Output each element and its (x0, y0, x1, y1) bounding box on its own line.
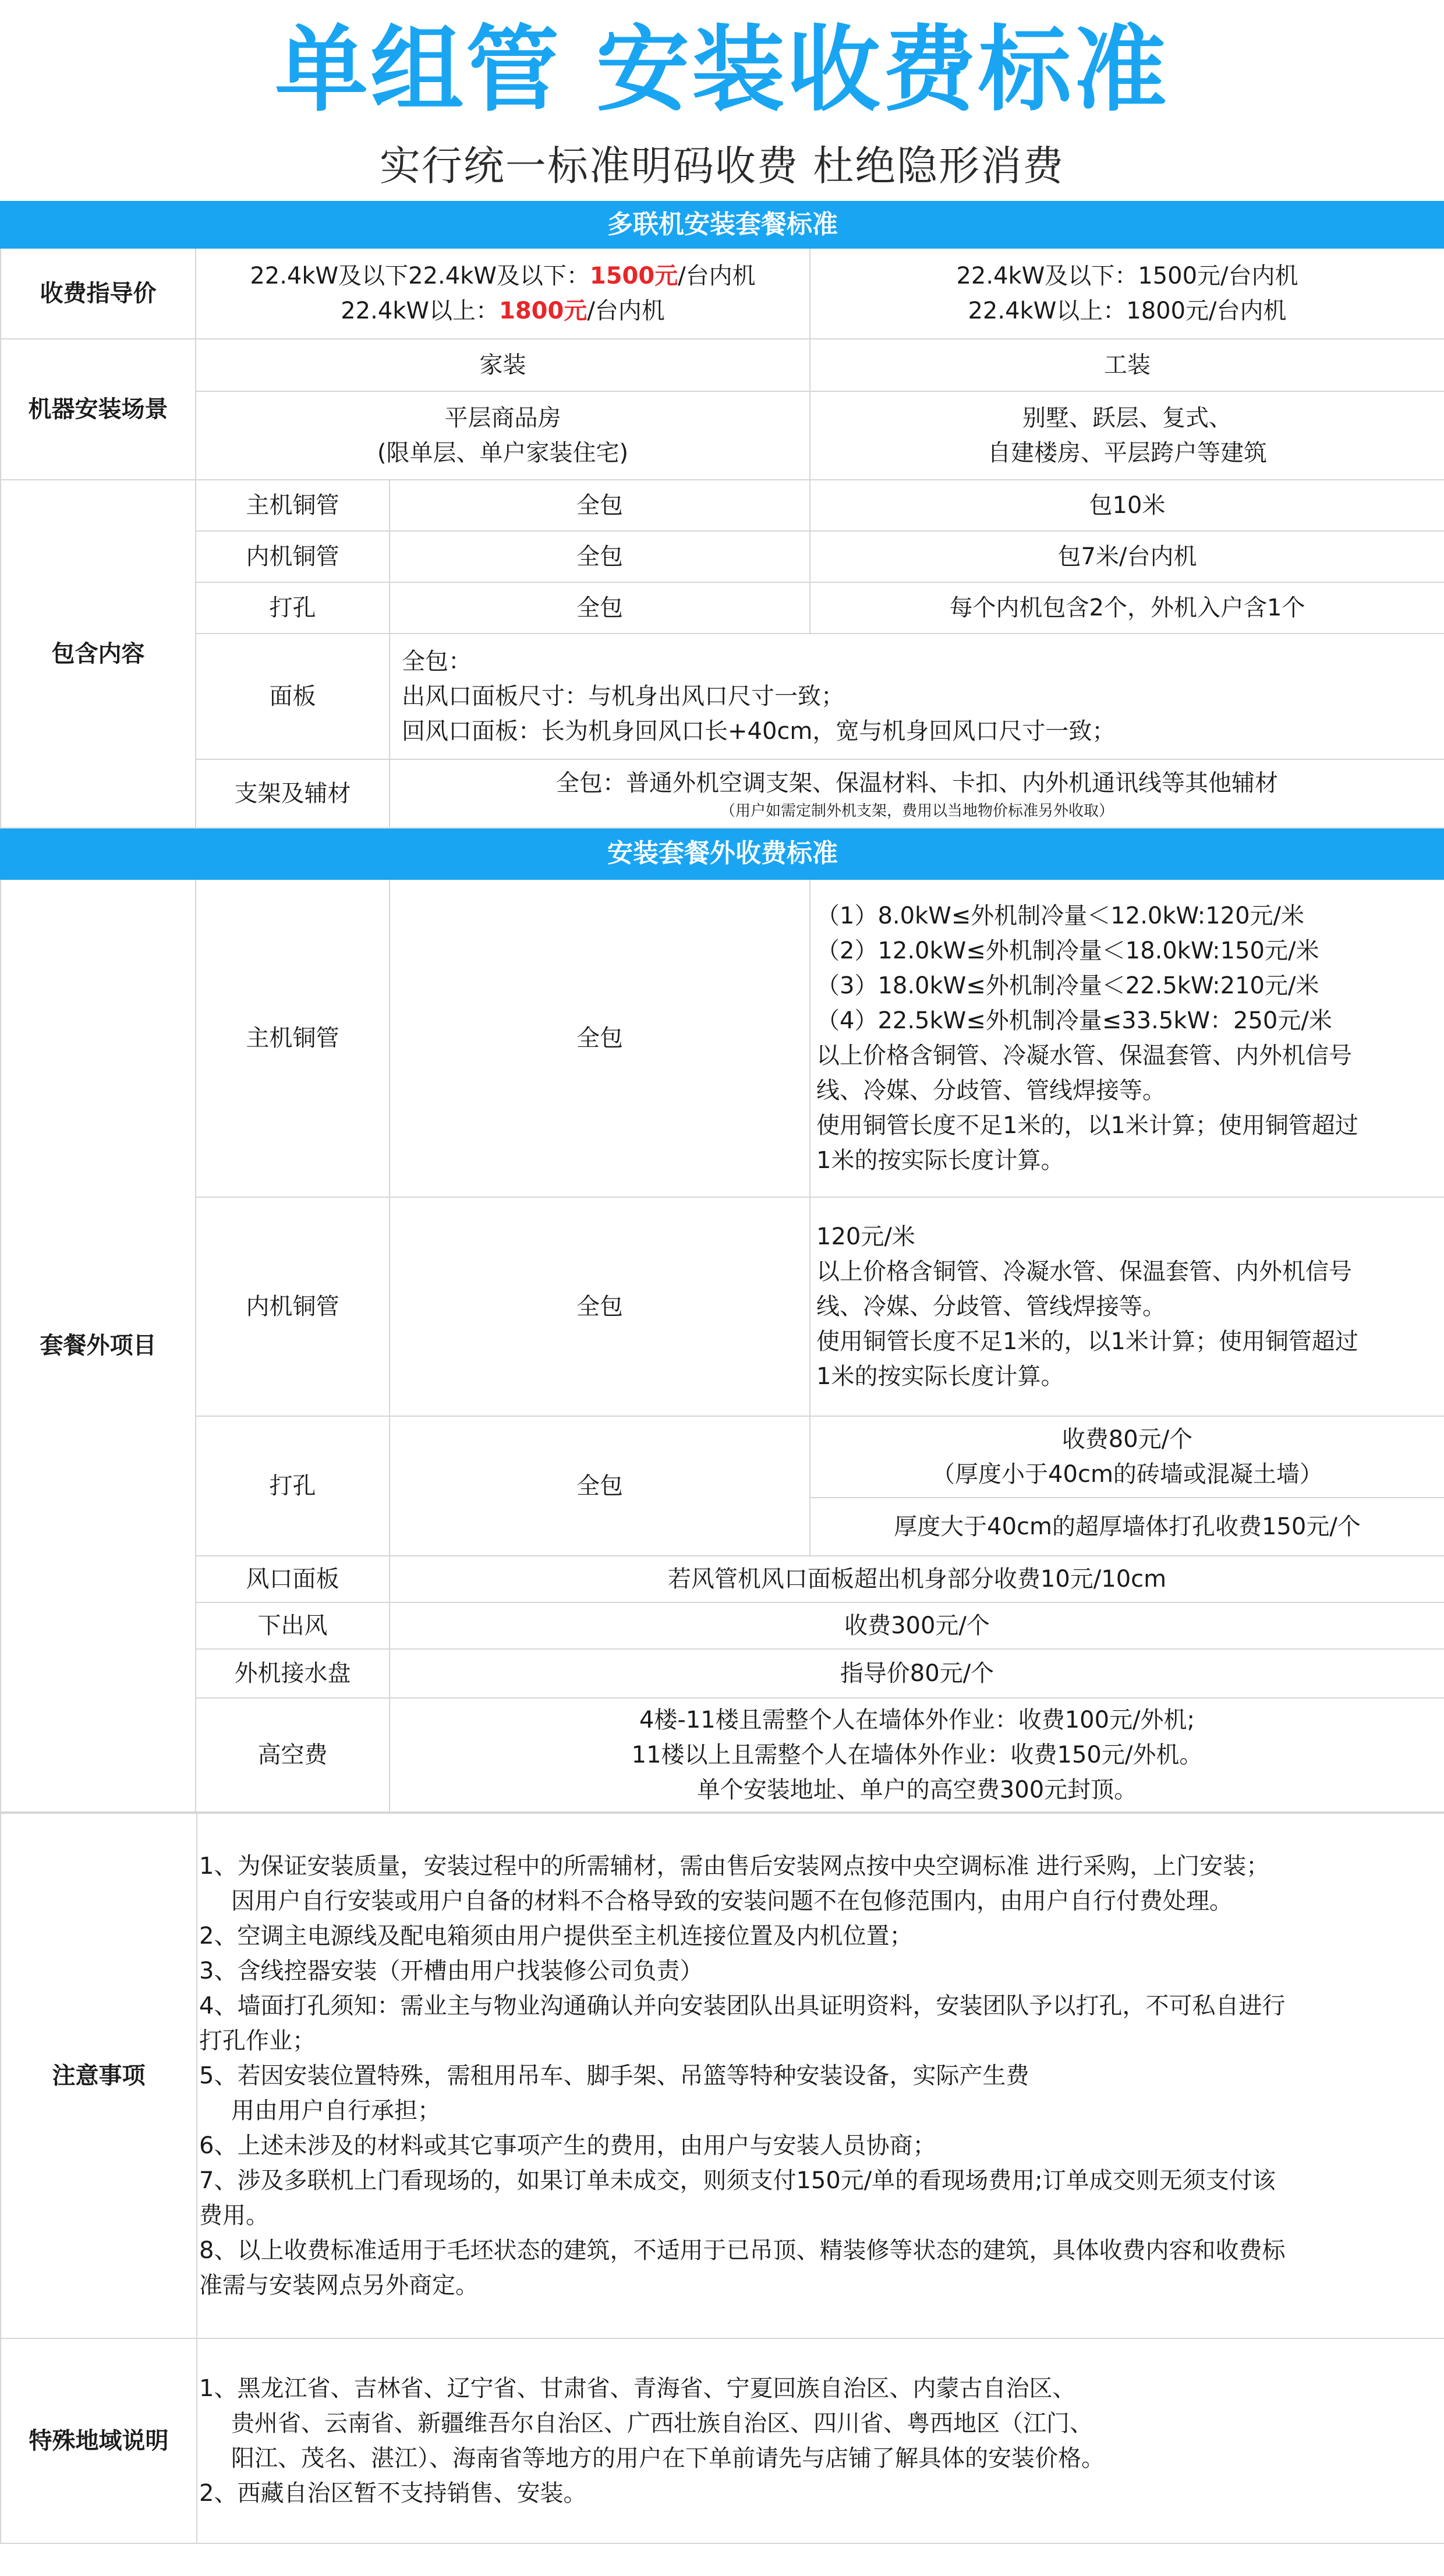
include-row (1, 480, 1444, 531)
extra-inner-pipe-line: 使用铜管长度不足1米的，以1米计算；使用铜管超过 (816, 1328, 1358, 1355)
extra-main-pipe-line: 线、冷媒、分歧管、管线焊接等。 (816, 1077, 1166, 1104)
scene-home-l2: (限单层、单户家装住宅) (377, 440, 629, 466)
section2-title: 安装套餐外收费标准 (1, 828, 1444, 879)
include-row (1, 582, 1444, 634)
notes-table (0, 1813, 1444, 2544)
extra-high-l3: 单个安装地址、单户的高空费300元封顶。 (696, 1777, 1138, 1803)
section-band (1, 828, 1444, 879)
scene-home-l1: 平层商品房 (444, 405, 561, 431)
extra-item: 打孔 (196, 1416, 390, 1556)
include-work: 每个内机包含2个，外机入户含1个 (810, 582, 1444, 634)
extra-item: 外机接水盘 (196, 1649, 390, 1698)
regions-line: 2、西藏自治区暂不支持销售、安装。 (199, 2480, 587, 2507)
price-home-l1-red: 1500元 (589, 263, 678, 289)
extra-main-pipe-line: （2）12.0kW≤外机制冷量＜18.0kW:150元/米 (816, 937, 1319, 964)
scene-work (810, 391, 1444, 480)
extra-high-l1: 4楼-11楼且需整个人在墙体外作业：收费100元/外机; (639, 1707, 1195, 1733)
scene-work-l1: 别墅、跃层、复式、 (1022, 405, 1232, 431)
price-home (196, 248, 810, 339)
page-title: 单组管 安装收费标准 (275, 15, 1169, 124)
section-band (1, 201, 1444, 248)
price-home-l2-pre: 22.4kW以上： (341, 298, 499, 324)
extra-item: 内机铜管 (196, 1197, 390, 1416)
price-home-line1 (202, 259, 804, 293)
scene-work-l2: 自建楼房、平层跨户等建筑 (988, 440, 1267, 466)
scene-body-row (1, 391, 1444, 480)
extra-drill-l3: 厚度大于40cm的超厚墙体打孔收费150元/个 (810, 1498, 1444, 1556)
price-work-l2: 22.4kW以上：1800元/台内机 (968, 298, 1287, 324)
extra-main-pipe-line: 使用铜管长度不足1米的，以1米计算；使用铜管超过 (816, 1112, 1358, 1139)
bracket-l1: 全包：普通外机空调支架、保温材料、卡扣、内外机通讯线等其他辅材 (556, 770, 1278, 797)
include-row (1, 531, 1444, 582)
scene-home-head: 家装 (196, 339, 810, 391)
panel-row (1, 634, 1444, 759)
notes-line: 5、若因安装位置特殊，需租用吊车、脚手架、吊篮等特种安装设备，实际产生费 (199, 2062, 1029, 2089)
regions-line: 阳江、茂名、湛江）、海南省等地方的用户在下单前请先与店铺了解具体的安装价格。 (231, 2445, 1105, 2472)
section1-title: 多联机安装套餐标准 (1, 201, 1444, 248)
notes-line: 1、为保证安装质量，安装过程中的所需辅材，需由售后安装网点按中央空调标准 进行采购，上门安装； (199, 1853, 1270, 1880)
extras-label: 套餐外项目 (1, 879, 196, 1812)
notes-line: 用由用户自行承担； (231, 2097, 441, 2124)
extra-main-pipe-line: 以上价格含铜管、冷凝水管、保温套管、内外机信号 (816, 1042, 1352, 1069)
extra-main-pipe-text (810, 879, 1444, 1197)
extra-vent-text: 若风管机风口面板超出机身部分收费10元/10cm (390, 1556, 1444, 1602)
panel-l2: 出风口面板尺寸：与机身出风口尺寸一致； (402, 683, 844, 710)
notes-line: 准需与安装网点另外商定。 (199, 2272, 479, 2299)
include-home: 全包 (390, 531, 810, 582)
extra-home: 全包 (390, 879, 810, 1197)
panel-item: 面板 (196, 634, 390, 759)
scene-label: 机器安装场景 (1, 339, 196, 480)
price-home-line2 (202, 293, 804, 328)
extra-drill-l2: （厚度小于40cm的砖墙或混凝土墙） (932, 1461, 1323, 1488)
regions-row (1, 2338, 1444, 2543)
scene-head-row (1, 339, 1444, 391)
extra-down-text: 收费300元/个 (390, 1602, 1444, 1649)
extra-tray-text: 指导价80元/个 (390, 1649, 1444, 1698)
price-label: 收费指导价 (1, 248, 196, 339)
include-item: 打孔 (196, 582, 390, 634)
extra-vent-row (1, 1556, 1444, 1602)
extra-main-pipe-line: （1）8.0kW≤外机制冷量＜12.0kW:120元/米 (816, 903, 1305, 929)
price-home-l1-pre: 22.4kW及以下22.4kW及以下： (250, 263, 590, 289)
extra-inner-pipe-line: 线、冷媒、分歧管、管线焊接等。 (816, 1293, 1166, 1320)
panel-l1: 全包： (402, 648, 472, 675)
extra-item: 高空费 (196, 1698, 390, 1812)
notes-line: 打孔作业； (199, 2027, 316, 2054)
regions-label: 特殊地域说明 (1, 2339, 197, 2543)
panel-text (390, 634, 1444, 759)
regions-line: 1、黑龙江省、吉林省、辽宁省、甘肃省、青海省、宁夏回族自治区、内蒙古自治区、 (199, 2375, 1076, 2402)
notes-label: 注意事项 (1, 1814, 197, 2338)
extra-drill-l1: 收费80元/个 (1061, 1426, 1193, 1453)
extra-main-pipe-line: （4）22.5kW≤外机制冷量≤33.5kW：250元/米 (816, 1007, 1332, 1034)
extra-home: 全包 (390, 1416, 810, 1556)
extra-high-l2: 11楼以上且需整个人在墙体外作业：收费150元/外机。 (631, 1742, 1203, 1768)
include-home: 全包 (390, 582, 810, 634)
extra-inner-pipe-row (1, 1197, 1444, 1416)
extra-tray-row (1, 1649, 1444, 1698)
price-home-l2-post: /台内机 (587, 298, 665, 324)
notes-line: 因用户自行安装或用户自备的材料不合格导致的安装问题不在包修范围内，由用户自行付费处理。 (231, 1888, 1233, 1915)
extra-inner-pipe-line: 以上价格含铜管、冷凝水管、保温套管、内外机信号 (816, 1258, 1352, 1285)
extra-high-text (390, 1698, 1444, 1812)
bracket-item: 支架及辅材 (196, 759, 390, 828)
panel-l3: 回风口面板：长为机身回风口长+40cm，宽与机身回风口尺寸一致； (402, 718, 1116, 745)
notes-line: 6、上述未涉及的材料或其它事项产生的费用，由用户与安装人员协商； (199, 2132, 936, 2159)
include-work: 包10米 (810, 480, 1444, 531)
scene-work-head: 工装 (810, 339, 1444, 391)
scene-home (196, 391, 810, 480)
regions-line: 贵州省、云南省、新疆维吾尔自治区、广西壮族自治区、四川省、粤西地区（江门、 (231, 2410, 1093, 2437)
regions-cell (1, 2338, 1444, 2543)
extra-main-pipe-line: （3）18.0kW≤外机制冷量＜22.5kW:210元/米 (816, 972, 1319, 999)
extra-item: 风口面板 (196, 1556, 390, 1602)
extra-home: 全包 (390, 1197, 810, 1416)
extra-drill-text (810, 1416, 1444, 1498)
price-work (810, 248, 1444, 339)
price-row (1, 248, 1444, 339)
extra-drill-row (1, 1416, 1444, 1498)
extra-inner-pipe-text (810, 1197, 1444, 1416)
notes-line: 2、空调主电源线及配电箱须由用户提供至主机连接位置及内机位置； (199, 1923, 913, 1949)
bracket-note: （用户如需定制外机支架，费用以当地物价标准另外收取） (720, 802, 1114, 820)
price-home-l1-post: /台内机 (678, 263, 756, 289)
extra-item: 下出风 (196, 1602, 390, 1649)
notes-line: 7、涉及多联机上门看现场的，如果订单未成交，则须支付150元/单的看现场费用;订单成交则无须支付该 (199, 2167, 1276, 2194)
page-header (0, 0, 1444, 201)
extra-main-pipe-row (1, 879, 1444, 1197)
bracket-text (390, 759, 1444, 828)
notes-line: 费用。 (199, 2202, 269, 2229)
notes-line: 8、以上收费标准适用于毛坯状态的建筑，不适用于已吊顶、精装修等状态的建筑，具体收费内容和收费标 (199, 2237, 1286, 2264)
include-item: 内机铜管 (196, 531, 390, 582)
extra-main-pipe-line: 1米的按实际长度计算。 (816, 1147, 1064, 1174)
notes-line: 3、含线控器安装（开槽由用户找装修公司负责） (199, 1958, 703, 1984)
notes-row (1, 1813, 1444, 2338)
extra-down-row (1, 1602, 1444, 1649)
includes-label: 包含内容 (1, 480, 196, 828)
notes-cell (1, 1813, 1444, 2338)
include-item: 主机铜管 (196, 480, 390, 531)
extra-inner-pipe-line: 120元/米 (816, 1223, 915, 1250)
price-work-l1: 22.4kW及以下：1500元/台内机 (956, 263, 1298, 289)
extra-high-row (1, 1698, 1444, 1812)
extra-item: 主机铜管 (196, 879, 390, 1197)
extra-inner-pipe-line: 1米的按实际长度计算。 (816, 1363, 1064, 1390)
include-work: 包7米/台内机 (810, 531, 1444, 582)
bracket-row (1, 759, 1444, 828)
page-subtitle: 实行统一标准明码收费 杜绝隐形消费 (379, 142, 1065, 190)
fee-table (0, 201, 1444, 1813)
price-home-l2-red: 1800元 (498, 298, 587, 324)
include-home: 全包 (390, 480, 810, 531)
notes-line: 4、墙面打孔须知：需业主与物业沟通确认并向安装团队出具证明资料，安装团队予以打孔，不可私自进行 (199, 1993, 1286, 2019)
